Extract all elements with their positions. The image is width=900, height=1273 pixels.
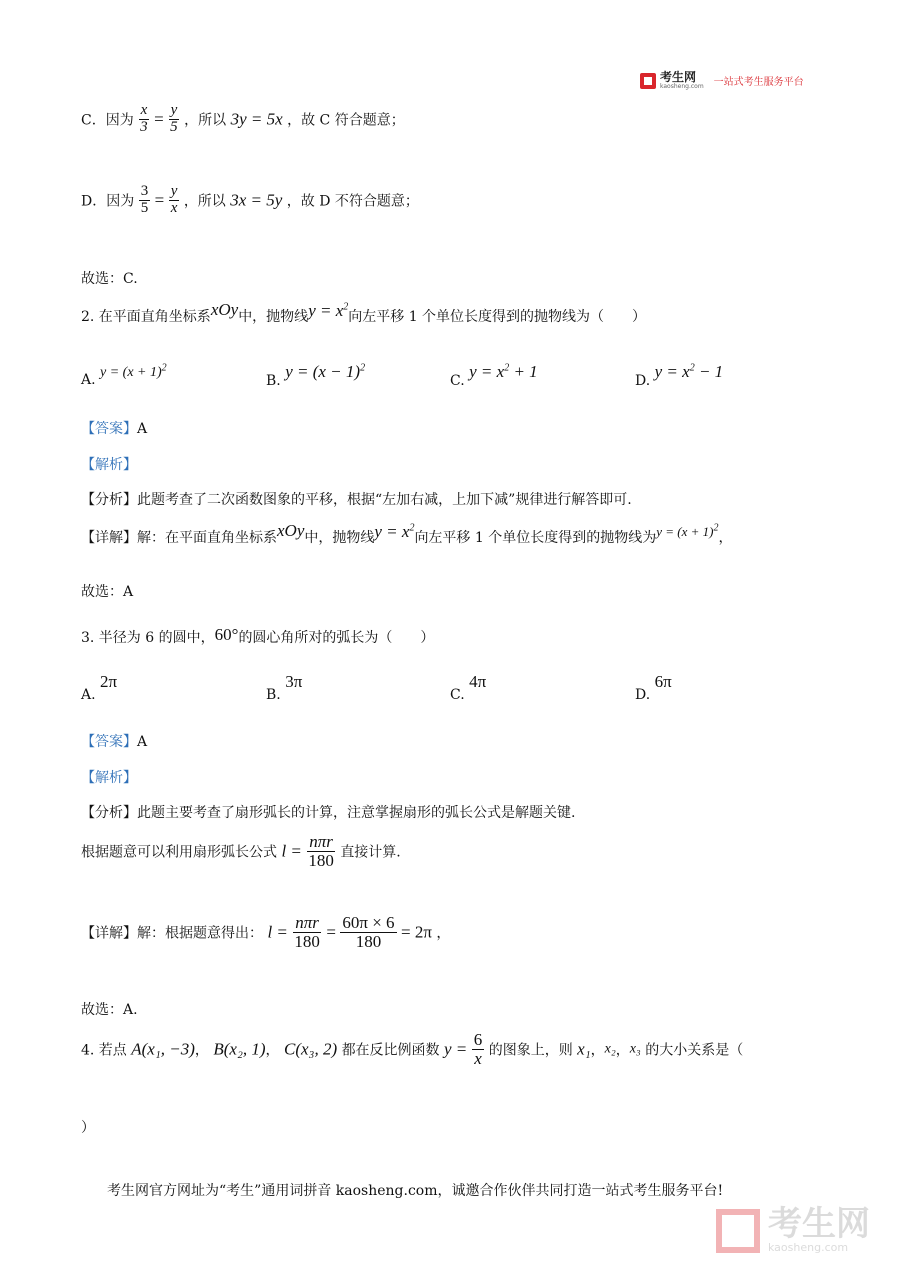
q3-choose: 故选：A. [81, 1002, 138, 1018]
q1-d-equals: = [154, 190, 165, 210]
footer-text: 考生网官方网址为“考生”通用词拼音 kaosheng.com，诚邀合作伙伴共同打造一站式考生服务平台! [107, 1183, 724, 1199]
q1-c-fraction-2: $\frac{y}{5}$ [170, 102, 178, 135]
q2-stem-xoy: xOy [210, 300, 239, 319]
q3-option-b: B. 3π [266, 672, 303, 703]
q1-d-end: ，故 D 不符合题意； [286, 193, 419, 210]
q2-analysis-tag: 【解析】 [81, 457, 137, 473]
q2-option-b: B. $y = (x - 1)^2$ [266, 362, 366, 389]
logo-text-group [660, 71, 704, 90]
q1-d-equation: 3x = 5y [230, 190, 283, 210]
q3-stem: 3. 半径为 6 的圆中，60°的圆心角所对的弧长为（ ） [81, 625, 435, 646]
q1-d-label: D．因为 [81, 193, 135, 210]
logo-slogan: 一站式考生服务平台 [713, 77, 804, 88]
header-logo [640, 71, 804, 90]
q1-c-end: ，故 C 符合题意； [287, 112, 405, 129]
q2-answer: 【答案】A [81, 421, 148, 437]
kaosheng-logo-icon [640, 73, 656, 89]
q2-fenxi: 【分析】此题考查了二次函数图象的平移，根据“左加右减，上加下减”规律进行解答即可. [81, 492, 632, 508]
q3-option-c: C. 4π [450, 672, 487, 703]
q2-choose: 故选：A [81, 584, 134, 600]
q2-stem-parabola: $y = x^2$ [308, 301, 349, 320]
q3-option-a: A. 2π [81, 672, 118, 703]
watermark-text-group [768, 1204, 870, 1254]
q2-stem: 2. 在平面直角坐标系xOy中，抛物线$y = x^2$向左平移 1 个单位长度得到的抛物线为（ ） [81, 300, 647, 325]
q4-point-c: C(x₃, 2) [283, 1039, 338, 1059]
q1-c-equals: = [154, 109, 164, 129]
q4-point-b: B(x₂, 1) [213, 1039, 266, 1059]
q4-point-a: A(x₁, −3) [131, 1039, 195, 1059]
q2-option-a: A. $y = (x + 1)^2$ [81, 362, 167, 388]
q2-option-d: D. $y = x^2 - 1$ [635, 362, 724, 389]
q4-stem: 4. 若点 A(x₁, −3)， B(x₂, 1)， C(x₃, 2) 都在反比例函数 y = $\frac{6}{x}$ 的图象上，则 x₁，x₂，x₃ 的大小关系是（ [81, 1030, 744, 1068]
q3-formula-line: 根据题意可以利用扇形弧长公式 l = $\frac{\text{nπr}}{180}$ 直接计算. [81, 832, 401, 870]
watermark-name: 考生网 [768, 1204, 870, 1244]
q1-d-mid: ，所以 [183, 193, 226, 210]
q3-answer: 【答案】A [81, 734, 148, 750]
q1-option-d-line [81, 184, 419, 217]
q1-d-fraction-1: $\frac{3}{5}$ [140, 183, 149, 216]
q4-function-fraction: $\frac{6}{x}$ [473, 1030, 483, 1068]
q3-detail-fraction-1: $\frac{\text{nπr}}{180}$ [294, 913, 320, 951]
q1-choose: 故选：C. [81, 271, 138, 287]
q3-option-d: D. 6π [635, 672, 672, 703]
q2-detail: 【详解】解：在平面直角坐标系xOy中，抛物线$y = x^2$向左平移 1 个单位长度得到的抛物线为$y = (x + 1)^2$， [81, 521, 733, 546]
watermark-domain: kaosheng.com [768, 1241, 849, 1254]
q1-c-fraction-1: $\frac{x}{3}$ [140, 102, 148, 135]
watermark [716, 1204, 870, 1254]
q1-c-label: C．因为 [81, 112, 134, 129]
q2-option-c: C. $y = x^2 + 1$ [450, 362, 538, 389]
logo-name: 考生网 [660, 70, 697, 84]
logo-domain: kaosheng.com [660, 83, 704, 90]
q1-c-mid: ，所以 [184, 112, 227, 129]
q3-analysis-tag: 【解析】 [81, 770, 137, 786]
q1-option-c-line [81, 103, 405, 136]
q4-stem-close: ） [81, 1120, 95, 1136]
q3-detail-line: 【详解】解：根据题意得出： l = $\frac{\text{nπr}}{180}$ = $\frac{60\pi \times 6}{180}$ = 2π ， [81, 913, 451, 951]
q1-c-equation: 3y = 5x [230, 109, 283, 129]
q1-d-fraction-2: $\frac{y}{x}$ [170, 183, 178, 216]
answer-tag: 【答案】 [81, 421, 137, 437]
q3-formula-fraction: $\frac{\text{nπr}}{180}$ [308, 832, 334, 870]
watermark-logo-icon [716, 1209, 760, 1253]
q3-detail-fraction-2: $\frac{60\pi \times 6}{180}$ [342, 913, 395, 951]
q3-fenxi: 【分析】此题主要考查了扇形弧长的计算，注意掌握扇形的弧长公式是解题关键. [81, 805, 576, 821]
